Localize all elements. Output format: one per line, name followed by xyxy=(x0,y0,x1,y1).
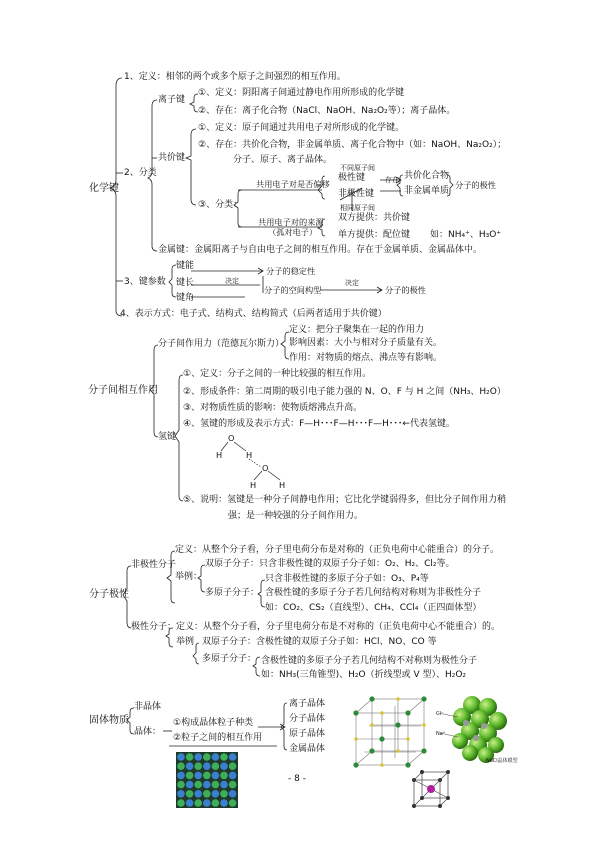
crystal-sphere xyxy=(203,753,211,761)
water2-o: O xyxy=(262,463,269,473)
crystal-sphere xyxy=(177,781,185,789)
nonpolar-polyatomic: 多原子分子： xyxy=(205,588,260,598)
crystal-sphere xyxy=(177,762,185,770)
crystal-sphere xyxy=(220,772,228,780)
coord-examples: 如：NH₄⁺、H₃O⁺ xyxy=(430,230,502,240)
polar-bond-label: 极性键 xyxy=(338,173,366,183)
nonpolar-example: 举例： xyxy=(175,572,203,582)
hbond-condition: ②、形成条件：第二周期的吸引电子能力强的 N、O、F 与 H 之间（NH₃、H₂O） xyxy=(183,387,506,397)
crystal-sphere xyxy=(220,790,228,798)
hbond-note: ⑤、说明：氢键是一种分子间静电作用；它比化学键弱得多，但比分子间作用力稍 xyxy=(183,495,507,505)
crystal-sphere xyxy=(220,781,228,789)
mol-polarity-label: 分子的极性 xyxy=(455,180,496,190)
vdw-factor: 影响因素：大小与相对分子质量有关。 xyxy=(289,338,443,348)
crystal-sphere xyxy=(220,762,228,770)
crystal-sphere xyxy=(212,772,220,780)
crystal-sphere xyxy=(229,753,237,761)
crystal-sphere xyxy=(229,790,237,798)
crystal-sphere xyxy=(186,772,194,780)
metallic-bond-label: 金属键：金属阳离子与自由电子之间的相互作用。存在于金属单质、金属晶体中。 xyxy=(158,245,483,255)
mol-polarity-label-2: 分子的极性 xyxy=(385,285,426,295)
bond-angle-label: 键角 xyxy=(176,293,195,303)
crystal-sphere xyxy=(203,781,211,789)
hbond-notation: ④、氢键的形成及表示方式：F—H･･･F—H･･･F—H･･･←代表氢键。 xyxy=(183,419,455,429)
polar-mol-label: 极性分子： xyxy=(131,622,177,632)
solid-root: 固体物质 xyxy=(89,715,129,726)
crystal-sphere xyxy=(229,772,237,780)
crystal-sphere xyxy=(186,781,194,789)
crystal-sphere xyxy=(194,772,202,780)
water1-h1: H xyxy=(216,450,223,460)
crystal-sphere xyxy=(203,772,211,780)
na-ion-label: Na⁺ xyxy=(436,731,446,737)
cl-ion-label: Cl⁻ xyxy=(436,711,444,717)
representation-label: 4、表示方式：电子式、结构式、结构简式（后两者适用于共价键） xyxy=(120,309,387,319)
nonpolar-poly-3: 如：CO₂、CS₂（直线型）、CH₄、CCl₄（正四面体型） xyxy=(265,603,482,613)
hbond-effect: ③、对物质性质的影响：使物质熔沸点升高。 xyxy=(183,403,363,413)
crystal-sphere xyxy=(229,781,237,789)
crystal-sphere xyxy=(229,799,237,807)
crystal-sphere xyxy=(229,762,237,770)
crystal-sphere xyxy=(212,799,220,807)
ionic-bond-def: ①、定义：阴阳离子间通过静电作用所形成的化学键 xyxy=(198,88,405,98)
ionic-crystal: 离子晶体 xyxy=(289,699,326,709)
covalent-compound-label: 共价化合物 xyxy=(404,171,450,181)
crystal-label: 晶体： xyxy=(134,727,162,737)
mol-geometry-label: 分子的空间构型 xyxy=(264,285,322,295)
crystal-sphere xyxy=(194,781,202,789)
nonpolar-diatomic: 双原子分子：只含非极性键的双原子分子如：O₂、H₂、Cl₂等。 xyxy=(205,559,455,569)
chem-bond-def: 1、定义：相邻的两个或多个原子之间强烈的相互作用。 xyxy=(124,72,346,82)
hbond-note-2: 强；是一种较强的分子间作用力。 xyxy=(228,511,364,521)
water2-h2: H xyxy=(279,480,286,490)
covalent-bond-def: ①、定义：原子间通过共用电子对所形成的化学键。 xyxy=(198,123,405,133)
crystal-grid-image xyxy=(176,752,238,808)
crystal-sphere xyxy=(203,790,211,798)
covalent-bond-label: 共价键 xyxy=(158,153,186,163)
covalent-bond-exist-2: 分子、原子、离子晶体。 xyxy=(233,155,333,165)
crystal-sphere xyxy=(194,790,202,798)
page-number: - 8 - xyxy=(288,774,306,784)
bond-params-label: 3、键参数 xyxy=(124,277,166,287)
bond-length-label: 键长 xyxy=(176,278,195,288)
crystal-sphere xyxy=(212,781,220,789)
chem-bond-root: 化学键 xyxy=(89,183,119,194)
nonmetal-simple-label: 非金属单质 xyxy=(404,186,450,196)
crystal-sphere xyxy=(220,799,228,807)
amorphous-label: 非晶体 xyxy=(134,702,162,712)
lone-pair-label: （孤对电子） xyxy=(268,227,318,237)
determine-label-2: 决定 xyxy=(345,279,359,287)
crystal-sphere xyxy=(177,790,185,798)
atomic-crystal: 原子晶体 xyxy=(289,729,326,739)
polar-diatomic: 双原子分子：含极性键的双原子分子如：HCl、NO、CO 等 xyxy=(202,637,437,647)
crystal-sphere xyxy=(194,799,202,807)
between-same-atoms: 相同原子间 xyxy=(340,204,375,212)
nonpolar-bond-label: 非极性键 xyxy=(338,189,375,199)
covalent-bond-exist: ②、存在：共价化合物，非金属单质、离子化合物中（如：NaOH、Na₂O₂）； xyxy=(198,140,507,150)
intermolecular-root: 分子间相互作用 xyxy=(88,385,158,396)
crystal-sphere xyxy=(212,762,220,770)
nonpolar-def: 定义：从整个分子看，分子里电荷分布是对称的（正负电荷中心能重合）的分子。 xyxy=(175,545,500,555)
crystal-sphere xyxy=(186,790,194,798)
bond-energy-label: 键能 xyxy=(176,261,195,271)
polar-def: 定义：从整个分子看，分子里电荷分布是不对称的（正负电荷中心不能重合）的。 xyxy=(176,622,501,632)
polar-example: 举例 xyxy=(176,637,195,647)
crystal-sphere xyxy=(177,753,185,761)
crystal-sphere xyxy=(194,753,202,761)
polar-poly-2: 如：NH₃(三角锥型)、H₂O（折线型或 V 型）、H₂O₂ xyxy=(261,670,467,680)
water2-h1: H xyxy=(250,480,257,490)
water1-o: O xyxy=(228,433,235,443)
crystal-sphere xyxy=(212,790,220,798)
crystal-sphere xyxy=(203,762,211,770)
one-provide-label: 单方提供：配位键 xyxy=(338,230,411,240)
polarity-root: 分子极性 xyxy=(89,589,129,600)
bcc-cell-image xyxy=(410,770,452,808)
both-provide-label: 双方提供：共价键 xyxy=(338,213,411,223)
crystal-sphere xyxy=(186,799,194,807)
between-different-atoms: 不同原子间 xyxy=(340,164,375,172)
crystal-sphere xyxy=(220,753,228,761)
crystal-sphere xyxy=(194,762,202,770)
vdw-label: 分子间作用力（范德瓦尔斯力） xyxy=(158,339,285,349)
water1-h2: H xyxy=(246,450,253,460)
polar-polyatomic: 多原子分子： xyxy=(202,654,257,664)
nacl-sphere-model-image xyxy=(436,693,514,765)
hbond-label: 氢键 xyxy=(158,432,177,442)
crystal-sphere xyxy=(186,762,194,770)
vdw-def: 定义：把分子聚集在一起的作用力 xyxy=(289,325,425,335)
nonpolar-mol-label: 非极性分子 xyxy=(131,560,177,570)
nacl-model-label: NaCl晶体模型 xyxy=(486,758,518,764)
nonpolar-poly-1: 只含非极性键的多原子分子如：O₃、P₄等 xyxy=(265,574,429,584)
crystal-factor-2: ②粒子之间的相互作用 xyxy=(173,733,263,743)
crystal-factor-1: ①构成晶体粒子种类 xyxy=(173,718,254,728)
molecular-crystal: 分子晶体 xyxy=(289,714,326,724)
covalent-bond-class: ③、分类： xyxy=(198,200,243,210)
pair-shift-label: 共用电子对是否偏移 xyxy=(256,179,330,189)
pair-source-label: 共用电子对的来源 xyxy=(258,217,324,227)
crystal-sphere xyxy=(203,799,211,807)
exist-label: 存在 xyxy=(385,176,399,184)
ionic-bond-label: 离子键 xyxy=(158,95,186,105)
hbond-def: ①、定义：分子之间的一种比较强的相互作用。 xyxy=(183,369,372,379)
polar-poly-1: 含极性键的多原子分子若几何结构不对称则为极性分子 xyxy=(261,656,478,666)
nacl-lattice-image xyxy=(350,695,430,775)
metallic-crystal: 金属晶体 xyxy=(289,744,326,754)
vdw-effect: 作用：对物质的熔点、沸点等有影响。 xyxy=(289,353,443,363)
crystal-sphere xyxy=(186,753,194,761)
mol-stability-label: 分子的稳定性 xyxy=(266,266,316,276)
crystal-sphere xyxy=(177,772,185,780)
chem-bond-class: 2、分类 xyxy=(124,168,157,178)
nonpolar-poly-2: 含极性键的多原子分子若几何结构对称则为非极性分子 xyxy=(265,588,482,598)
ionic-bond-exist: ②、存在：离子化合物（NaCl、NaOH、Na₂O₂等）；离子晶体。 xyxy=(198,106,456,116)
determine-label-1: 决定 xyxy=(225,277,239,285)
crystal-sphere xyxy=(212,753,220,761)
crystal-sphere xyxy=(177,799,185,807)
